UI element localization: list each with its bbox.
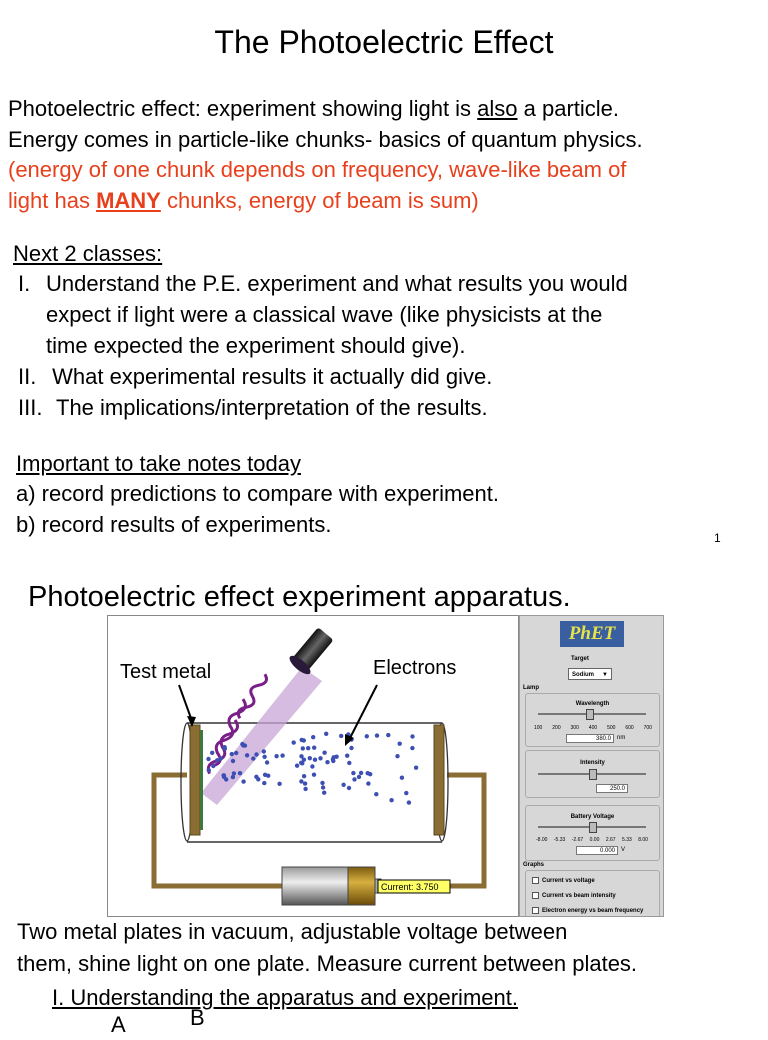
electron-dot: [219, 756, 223, 760]
voltage-tick: -8.00: [536, 837, 548, 843]
current-readout-text: Current: 3.750: [381, 882, 439, 892]
intro-line-4: [8, 185, 479, 216]
electron-dot: [238, 771, 242, 775]
electron-dot: [318, 756, 322, 760]
electron-dot: [331, 759, 335, 763]
electron-dot: [347, 761, 351, 765]
apparatus-diagram: [107, 615, 519, 917]
electron-dot: [366, 771, 370, 775]
electron-dot: [300, 738, 304, 742]
wavelength-unit: nm: [617, 735, 626, 741]
electron-dot: [345, 754, 349, 758]
test-metal-label: Test metal: [120, 661, 212, 683]
voltage-ticks: [536, 837, 648, 843]
electron-dot: [274, 754, 278, 758]
electron-dot: [277, 782, 281, 786]
notes-item-b: b) record results of experiments.: [16, 512, 332, 537]
electron-dot: [322, 791, 326, 795]
graph-option[interactable]: [532, 907, 643, 914]
electrons-label: Electrons: [373, 657, 457, 679]
intro-line-4-end: chunks, energy of beam is sum): [160, 188, 479, 213]
electron-dot: [352, 777, 356, 781]
caption-line-2: them, shine light on one plate. Measure current between plates.: [17, 951, 638, 976]
electron-dot: [231, 759, 235, 763]
target-surface: [200, 730, 203, 830]
electron-dot: [206, 757, 210, 761]
control-panel: [519, 615, 664, 917]
electron-dot: [303, 787, 307, 791]
wavelength-tick: 300: [570, 725, 579, 731]
electron-dot: [241, 779, 245, 783]
intro-line-1-start: Photoelectric effect: experiment showing light is: [8, 96, 478, 121]
electron-dot: [410, 734, 414, 738]
voltage-tick: 2.67: [605, 837, 616, 843]
electron-dot: [210, 751, 214, 755]
intensity-label: Intensity: [580, 760, 605, 766]
intensity-input[interactable]: 250.0: [596, 784, 628, 793]
electron-dot: [351, 771, 355, 775]
electron-dot: [299, 779, 303, 783]
electron-dot: [224, 777, 228, 781]
wavelength-ticks: [534, 725, 652, 731]
electron-dot: [386, 733, 390, 737]
intro-line-1: [8, 93, 619, 124]
page-number: 1: [714, 531, 721, 545]
electron-dot: [324, 732, 328, 736]
caption-line-1: Two metal plates in vacuum, adjustable voltage between: [17, 919, 568, 944]
electron-dot: [365, 734, 369, 738]
electron-dot: [341, 783, 345, 787]
notes-item-a: a) record predictions to compare with experiment.: [16, 481, 499, 506]
wavelength-tick: 700: [643, 725, 652, 731]
notes-heading: Important to take notes today: [16, 451, 301, 476]
electron-dot: [395, 754, 399, 758]
target-label: Target: [571, 656, 589, 662]
electron-dot: [398, 742, 402, 746]
electron-dot: [254, 775, 258, 779]
electron-dot: [221, 773, 225, 777]
phet-logo: PhET: [560, 621, 624, 647]
electron-dot: [262, 749, 266, 753]
electron-dot: [410, 746, 414, 750]
graph-option-label: Electron energy vs beam frequency: [542, 907, 644, 914]
electron-dot: [322, 751, 326, 755]
list-item-2-number: II.: [18, 364, 37, 389]
electron-dot: [262, 781, 266, 785]
graphs-group: [525, 870, 660, 917]
intro-line-4-start: light has: [8, 188, 97, 213]
list-item-3-line-1: The implications/interpretation of the results.: [56, 395, 488, 420]
electron-dot: [320, 781, 324, 785]
electron-dot: [366, 781, 370, 785]
electron-dot: [357, 775, 361, 779]
voltage-tick: -5.33: [553, 837, 566, 843]
electron-dot: [299, 754, 303, 758]
electron-dot: [262, 755, 266, 759]
electron-dot: [321, 785, 325, 789]
checkbox[interactable]: [532, 907, 539, 914]
voltage-tick: 8.00: [638, 837, 648, 843]
electron-dot: [349, 746, 353, 750]
voltage-tick: -2.67: [571, 837, 584, 843]
electron-dot: [230, 752, 234, 756]
electron-dot: [207, 768, 211, 772]
wavelength-tick: 200: [552, 725, 561, 731]
lamp-section-label: Lamp: [523, 685, 540, 691]
test-metal-plate: [190, 725, 200, 835]
battery-voltage-label: Battery Voltage: [570, 814, 615, 820]
checkbox[interactable]: [532, 877, 539, 884]
label-b: B: [190, 1005, 205, 1030]
graph-option[interactable]: [532, 892, 616, 899]
electron-dot: [389, 798, 393, 802]
electron-dot: [302, 774, 306, 778]
next-classes-heading: Next 2 classes:: [13, 241, 163, 266]
wavelength-tick: 100: [534, 725, 543, 731]
electron-dot: [254, 752, 258, 756]
wavelength-slider-handle[interactable]: [586, 709, 594, 720]
electron-dot: [400, 776, 404, 780]
list-item-3-number: III.: [18, 395, 43, 420]
electron-dot: [231, 775, 235, 779]
checkbox[interactable]: [532, 892, 539, 899]
collector-plate: [434, 725, 444, 835]
wavelength-input[interactable]: 380.0: [566, 734, 614, 743]
list-item-1-line-1: Understand the P.E. experiment and what results you would: [46, 271, 628, 296]
wavelength-tick: 500: [607, 725, 616, 731]
graph-option-label: Current vs beam intensity: [542, 892, 616, 899]
battery-icon: [282, 867, 381, 905]
graph-option[interactable]: [532, 877, 595, 884]
electron-dot: [245, 753, 249, 757]
electron-dot: [359, 771, 363, 775]
graphs-label: Graphs: [523, 862, 545, 868]
electron-dot: [407, 800, 411, 804]
electron-dot: [374, 792, 378, 796]
intensity-slider-handle[interactable]: [589, 769, 597, 780]
electron-dot: [334, 755, 338, 759]
wavelength-tick: 400: [588, 725, 598, 731]
electron-dot: [312, 773, 316, 777]
list-item-1-line-3: time expected the experiment should give).: [46, 333, 466, 358]
electron-dot: [240, 742, 244, 746]
voltage-slider-handle[interactable]: [589, 822, 597, 833]
electron-dot: [292, 740, 296, 744]
intensity-group: [525, 750, 660, 798]
voltage-tick: 0.00: [589, 837, 600, 843]
electron-dot: [211, 764, 215, 768]
page-title: The Photoelectric Effect: [214, 24, 554, 60]
intro-line-2: Energy comes in particle-like chunks- basics of quantum physics.: [8, 127, 643, 152]
electron-dot: [232, 771, 236, 775]
electron-dot: [347, 786, 351, 790]
voltage-input[interactable]: 0.000: [576, 846, 618, 855]
target-select[interactable]: [568, 668, 612, 680]
electron-dot: [308, 756, 312, 760]
electron-dot: [306, 746, 310, 750]
list-item-1-number: I.: [18, 271, 31, 296]
electron-dot: [295, 764, 299, 768]
electron-dot: [265, 760, 269, 764]
voltage-unit: V: [621, 847, 626, 853]
list-item-2-line-1: What experimental results it actually did give.: [46, 364, 493, 389]
list-item-1-line-2: expect if light were a classical wave (like physicists at the: [46, 302, 603, 327]
intro-line-1-end: a particle.: [517, 96, 620, 121]
electron-dot: [311, 735, 315, 739]
electron-dot: [339, 734, 343, 738]
emphasis-also: also: [477, 96, 518, 121]
electron-dot: [251, 756, 255, 760]
electron-dot: [312, 746, 316, 750]
voltage-group: [525, 805, 660, 861]
target-select-value: Sodium: [572, 672, 594, 678]
electron-dot: [310, 764, 314, 768]
electron-dot: [263, 773, 267, 777]
label-a: A: [111, 1012, 126, 1037]
wavelength-label: Wavelength: [575, 701, 610, 707]
electron-dot: [414, 766, 418, 770]
electron-dot: [234, 751, 238, 755]
electron-dot: [223, 747, 227, 751]
graph-option-label: Current vs voltage: [542, 877, 595, 884]
electron-dot: [280, 753, 284, 757]
emphasis-many: MANY: [96, 188, 161, 213]
chevron-down-icon: ▼: [602, 672, 608, 678]
electron-dot: [303, 781, 307, 785]
apparatus-title: Photoelectric effect experiment apparatus.: [28, 581, 571, 613]
electron-dot: [375, 733, 379, 737]
electron-dot: [325, 760, 329, 764]
wavelength-group: [525, 693, 660, 747]
electron-dot: [404, 791, 408, 795]
voltage-tick: 5.33: [622, 837, 632, 843]
section-heading: I. Understanding the apparatus and experiment.: [52, 985, 518, 1010]
wavelength-tick: 600: [625, 725, 634, 731]
intro-line-3: (energy of one chunk depends on frequency, wave-like beam of: [8, 157, 627, 182]
electron-dot: [313, 758, 317, 762]
electron-dot: [301, 746, 305, 750]
